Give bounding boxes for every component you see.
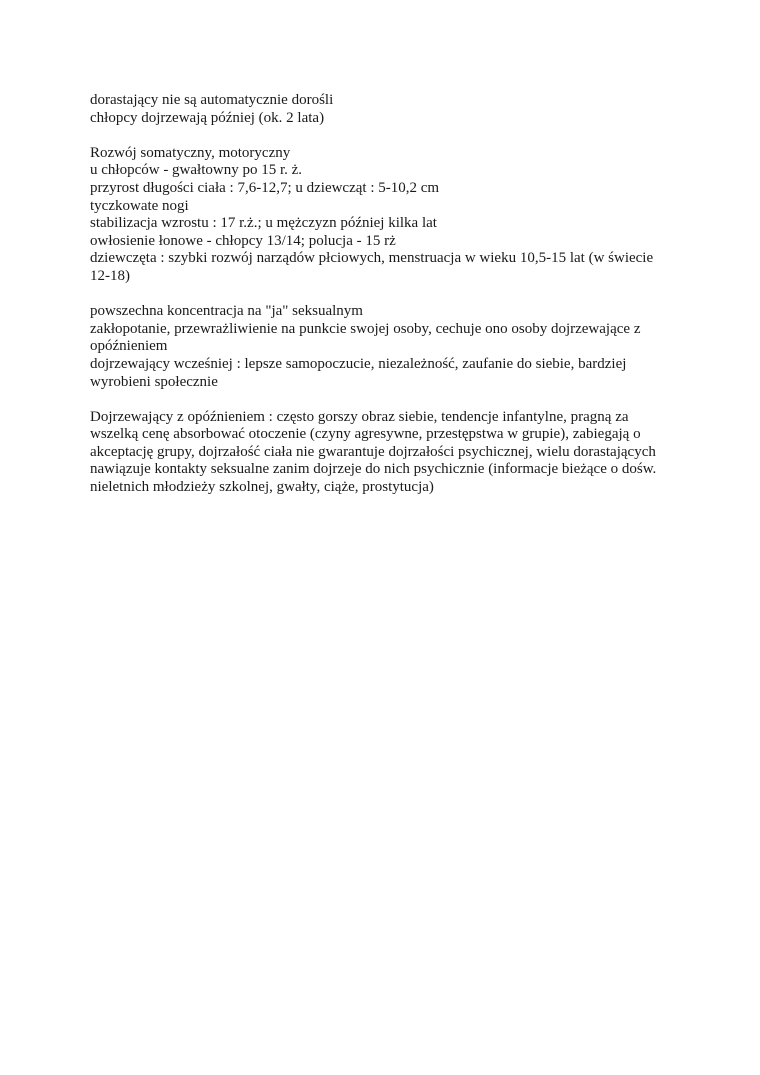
paragraph-somatic-development [90, 145, 675, 286]
text-line: wyrobieni społecznie [90, 373, 218, 390]
text-line: wszelką cenę absorbować otoczenie (czyny agresywne, przestępstwa w grupie), zabiegają o [90, 426, 641, 443]
text-line: dziewczęta : szybki rozwój narządów płciowych, menstruacja w wieku 10,5-15 lat (w świecie [90, 250, 654, 267]
text-line: chłopcy dojrzewają później (ok. 2 lata) [90, 109, 325, 126]
text-line: Rozwój somatyczny, motoryczny [90, 144, 291, 161]
text-line: dorastający nie są automatycznie dorośli [90, 92, 334, 108]
paragraph-delayed-maturation [90, 409, 675, 497]
text-line: akceptację grupy, dojrzałość ciała nie gwarantuje dojrzałości psychicznej, wielu dorastających [90, 443, 656, 460]
text-line: stabilizacja wzrostu : 17 r.ż.; u mężczyzn później kilka lat [90, 215, 437, 232]
text-line: zakłopotanie, przewrażliwienie na punkcie swojej osoby, cechuje ono osoby dojrzewające z [90, 320, 641, 337]
text-line: tyczkowate nogi [90, 197, 189, 214]
document-body [90, 92, 675, 514]
text-line: przyrost długości ciała : 7,6-12,7; u dziewcząt : 5-10,2 cm [90, 179, 440, 196]
text-line: u chłopców - gwałtowny po 15 r. ż. [90, 162, 303, 179]
text-line: 12-18) [90, 267, 130, 284]
text-line: owłosienie łonowe - chłopcy 13/14; polucja - 15 rż [90, 232, 396, 249]
text-line: opóźnieniem [90, 338, 168, 355]
text-line: powszechna koncentracja na "ja" seksualnym [90, 303, 363, 320]
paragraph-self-concentration [90, 303, 675, 391]
paragraph-intro [90, 92, 675, 127]
text-line: nieletnich młodzieży szkolnej, gwałty, ciąże, prostytucja) [90, 479, 434, 496]
text-line: nawiązuje kontakty seksualne zanim dojrzeje do nich psychicznie (informacje bieżące o dośw. [90, 461, 657, 478]
text-line: Dojrzewający z opóźnieniem : często gorszy obraz siebie, tendencje infantylne, pragną za [90, 408, 629, 425]
text-line: dojrzewający wcześniej : lepsze samopoczucie, niezależność, zaufanie do siebie, bardziej [90, 355, 627, 372]
